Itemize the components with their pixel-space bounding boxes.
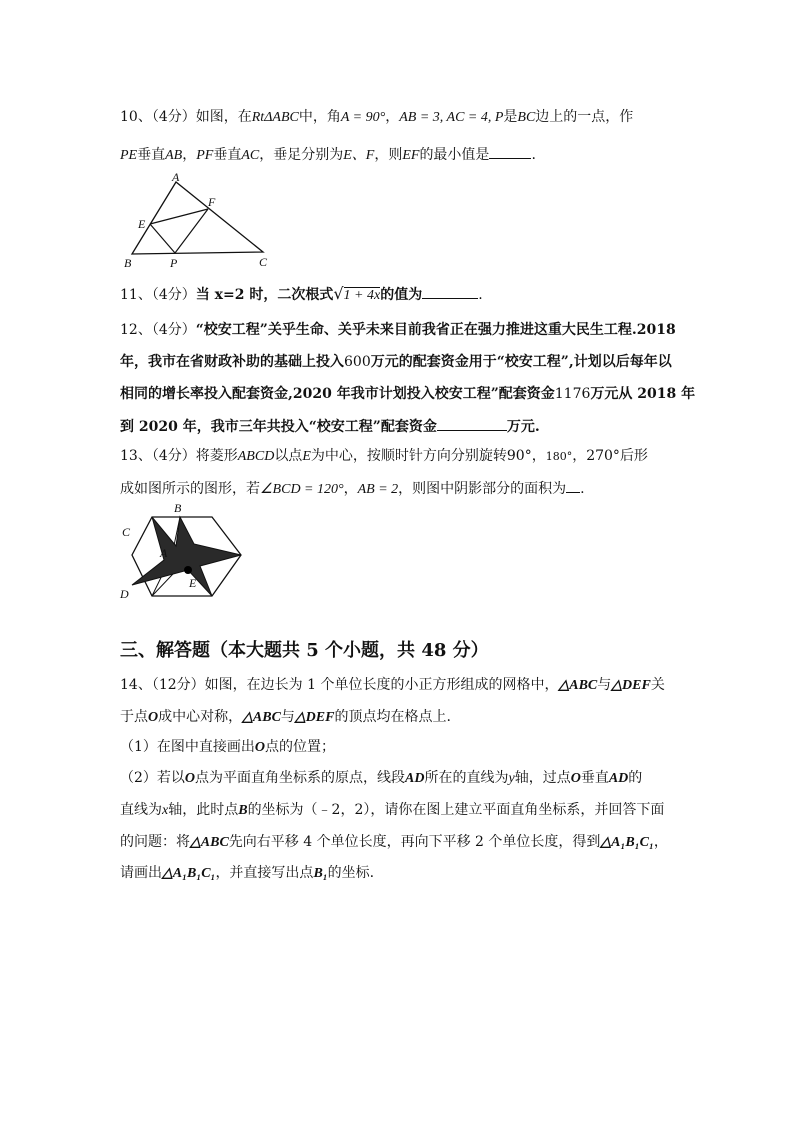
q14-a1b1c1: △A₁B₁C₁ <box>600 835 654 850</box>
segment-pe <box>150 224 175 253</box>
q10-text: 边上的一点，作 <box>535 109 634 125</box>
q14-o: O <box>570 771 581 786</box>
q13-text: ，则图中阴影部分的面积为 <box>398 481 567 497</box>
q10-pe: PE <box>120 148 138 163</box>
q14-part-2-line-1 <box>120 768 642 789</box>
q13-abcd: ABCD <box>237 449 275 464</box>
q10-sides: AB = 3, AC = 4, P <box>399 110 504 125</box>
q14-a1b1c1: △A₁B₁C₁ <box>162 866 216 881</box>
q14-text: 先向右平移 4 个单位长度，再向下平移 2 个单位长度，得到 <box>228 834 601 850</box>
q11-line <box>120 284 483 306</box>
q10-pf: PF <box>196 148 214 163</box>
q13-score: （4分） <box>151 448 196 464</box>
q11-text: 的值为 <box>380 287 423 303</box>
q14-x: x <box>162 803 169 818</box>
q14-text: 于点 <box>120 709 148 725</box>
q14-abc: △ABC <box>558 678 598 693</box>
segment-pf <box>175 209 208 253</box>
q14-line-2 <box>120 707 451 728</box>
answer-blank[interactable] <box>437 416 507 431</box>
q10-text: 的最小值是 <box>419 147 490 163</box>
q14-text: 点的位置； <box>265 739 336 755</box>
q13-text: ， <box>572 448 587 464</box>
q14-o: O <box>184 771 196 786</box>
q14-y: y <box>508 771 515 786</box>
q10-text: 中，角 <box>298 109 341 125</box>
q12-line-3 <box>120 384 695 404</box>
label-e: E <box>138 217 146 231</box>
q10-ab: AB <box>165 148 183 163</box>
q10-text: . <box>531 147 536 163</box>
q13-text: ， <box>343 481 358 497</box>
label-e: E <box>189 576 197 590</box>
q14-def: △DEF <box>294 710 335 725</box>
label-a: A <box>172 170 180 184</box>
q10-text: 如图，在 <box>195 109 252 125</box>
q12-line-4 <box>120 416 540 437</box>
q10-ac: AC <box>241 148 260 163</box>
q14-text: （2）若以 <box>120 770 185 786</box>
q10-angle: A = 90° <box>340 110 386 125</box>
q14-text: ，并直接写出点 <box>215 865 314 881</box>
q13-text: 后形 <box>619 448 648 464</box>
q11-radicand: 1 + 4x <box>343 288 381 303</box>
q10-text: ，垂足分别为 <box>259 147 344 163</box>
answer-blank[interactable] <box>566 478 580 493</box>
q14-text: 轴，此时点 <box>168 802 239 818</box>
q14-text: 垂直 <box>580 770 609 786</box>
q13-line-1 <box>120 446 648 467</box>
q14-text: 请画出 <box>120 865 162 881</box>
q12-line-1 <box>120 320 676 340</box>
q14-text: 轴，过点 <box>514 770 571 786</box>
q14-text: 的坐标. <box>327 865 375 881</box>
q13-text: 为中心，按顺时针方向分别旋转 <box>310 448 507 464</box>
q10-text: ， <box>182 147 197 163</box>
q10-score: （4分） <box>151 109 196 125</box>
q12-text: 万元. <box>506 419 540 435</box>
q13-text: 成如图所示的图形，若 <box>120 481 260 497</box>
label-f: F <box>208 195 216 209</box>
q14-number: 14、 <box>120 677 152 693</box>
q14-text: 直线为 <box>120 802 162 818</box>
q14-ad: AD <box>405 771 425 786</box>
q13-d180: 180° <box>545 450 573 463</box>
q12-text: 到 2020 年，我市三年共投入“校安工程”配套资金 <box>120 419 437 435</box>
q14-def: △DEF <box>611 678 651 693</box>
q14-text: 的顶点均在格点上. <box>334 709 451 725</box>
q13-e: E <box>302 449 311 464</box>
label-b: B <box>174 501 182 515</box>
q14-part-2-line-3 <box>120 832 668 853</box>
q14-part-2-line-4 <box>120 863 374 884</box>
q14-abc: △ABC <box>242 710 281 725</box>
q10-text: ，则 <box>374 147 403 163</box>
q10-text: 是 <box>503 109 518 125</box>
q14-score: （12分） <box>151 677 205 693</box>
q14-ad: AD <box>608 771 629 786</box>
q10-text: 垂直 <box>213 147 242 163</box>
q12-number: 12、 <box>120 322 152 338</box>
q12-text: “校安工程”关乎生命、关乎未来目前我省正在强力推进这重大民生工程.2018 <box>195 322 676 338</box>
q14-text: （1）在图中直接画出 <box>120 739 255 755</box>
q13-text: . <box>580 481 585 497</box>
q14-text: 所在的直线为 <box>424 770 509 786</box>
q14-o: O <box>254 740 266 755</box>
label-p: P <box>170 256 178 270</box>
q13-number: 13、 <box>120 448 152 464</box>
q14-text: 的坐标为（﹣2，2），请你在图上建立平面直角坐标系，并回答下面 <box>247 802 665 818</box>
q10-text: 垂直 <box>137 147 166 163</box>
q13-rhombus-figure <box>116 500 248 610</box>
q10-triangle-figure <box>120 170 280 270</box>
q11-text: . <box>478 287 483 303</box>
q10-line-2 <box>120 144 536 166</box>
triangle-abc <box>132 182 263 254</box>
q13-ab: AB = 2 <box>357 482 399 497</box>
label-d: D <box>120 587 129 601</box>
q14-b1: B₁ <box>313 866 328 881</box>
q10-text: ， <box>385 109 400 125</box>
q10-line-1 <box>120 107 633 128</box>
q14-text: 的问题：将 <box>120 834 190 850</box>
q10-triangle: RtΔABC <box>251 110 299 125</box>
q11-text: 当 x=2 时，二次根式 <box>195 287 334 303</box>
q12-line-2 <box>120 352 672 372</box>
answer-blank[interactable] <box>489 144 531 159</box>
q14-line-1 <box>120 675 665 696</box>
q14-part-2-line-2 <box>120 800 664 821</box>
q14-text: 与 <box>597 677 612 693</box>
q11-score: （4分） <box>151 287 196 303</box>
q14-text: 的 <box>628 770 643 786</box>
sqrt-symbol: √ <box>333 284 344 303</box>
q14-abc: △ABC <box>190 835 229 850</box>
q12-text: 相同的增长率投入配套资金,2020 年我市计划投入校安工程”配套资金 <box>120 386 555 402</box>
q13-text: 将菱形 <box>195 448 238 464</box>
q14-text: 点为平面直角坐标系的原点，线段 <box>195 770 406 786</box>
q12-value-1176: 1176 <box>554 386 591 402</box>
q14-text: 与 <box>280 709 295 725</box>
q13-text: ， <box>531 448 546 464</box>
q13-d270: 270° <box>586 448 620 464</box>
q12-text: 万元的配套资金用于“校安工程”,计划以后每年以 <box>370 354 672 370</box>
q14-o: O <box>148 710 159 725</box>
q13-angle: ∠BCD = 120° <box>260 482 344 497</box>
q14-b: B <box>238 803 248 818</box>
q14-text: ， <box>653 834 668 850</box>
q12-value-600: 600 <box>344 354 371 370</box>
label-a: A <box>160 546 168 560</box>
q10-number: 10、 <box>120 109 152 125</box>
section-heading: 三、解答题（本大题共 5 个小题，共 48 分） <box>120 640 489 661</box>
q12-text: 万元从 2018 年 <box>590 386 696 402</box>
q13-line-2 <box>120 478 585 500</box>
q10-ef-points: E、F <box>343 148 375 163</box>
q14-part-1 <box>120 737 335 758</box>
q11-number: 11、 <box>120 287 152 303</box>
q13-text: 以点 <box>274 448 303 464</box>
shaded-star <box>132 517 241 596</box>
label-b: B <box>124 256 132 270</box>
center-point-e <box>184 566 192 574</box>
q14-text: 成中心对称， <box>158 709 243 725</box>
q12-text: 年，我市在省财政补助的基础上投入 <box>120 354 344 370</box>
label-c: C <box>122 525 131 539</box>
q14-text: 如图，在边长为 1 个单位长度的小正方形组成的网格中， <box>204 677 559 693</box>
q10-bc: BC <box>517 110 536 125</box>
q13-d90: 90° <box>506 448 532 464</box>
answer-blank[interactable] <box>422 284 478 299</box>
q12-score: （4分） <box>151 322 196 338</box>
q10-ef: EF <box>402 148 420 163</box>
q14-text: 关 <box>650 677 665 693</box>
label-c: C <box>259 255 268 269</box>
